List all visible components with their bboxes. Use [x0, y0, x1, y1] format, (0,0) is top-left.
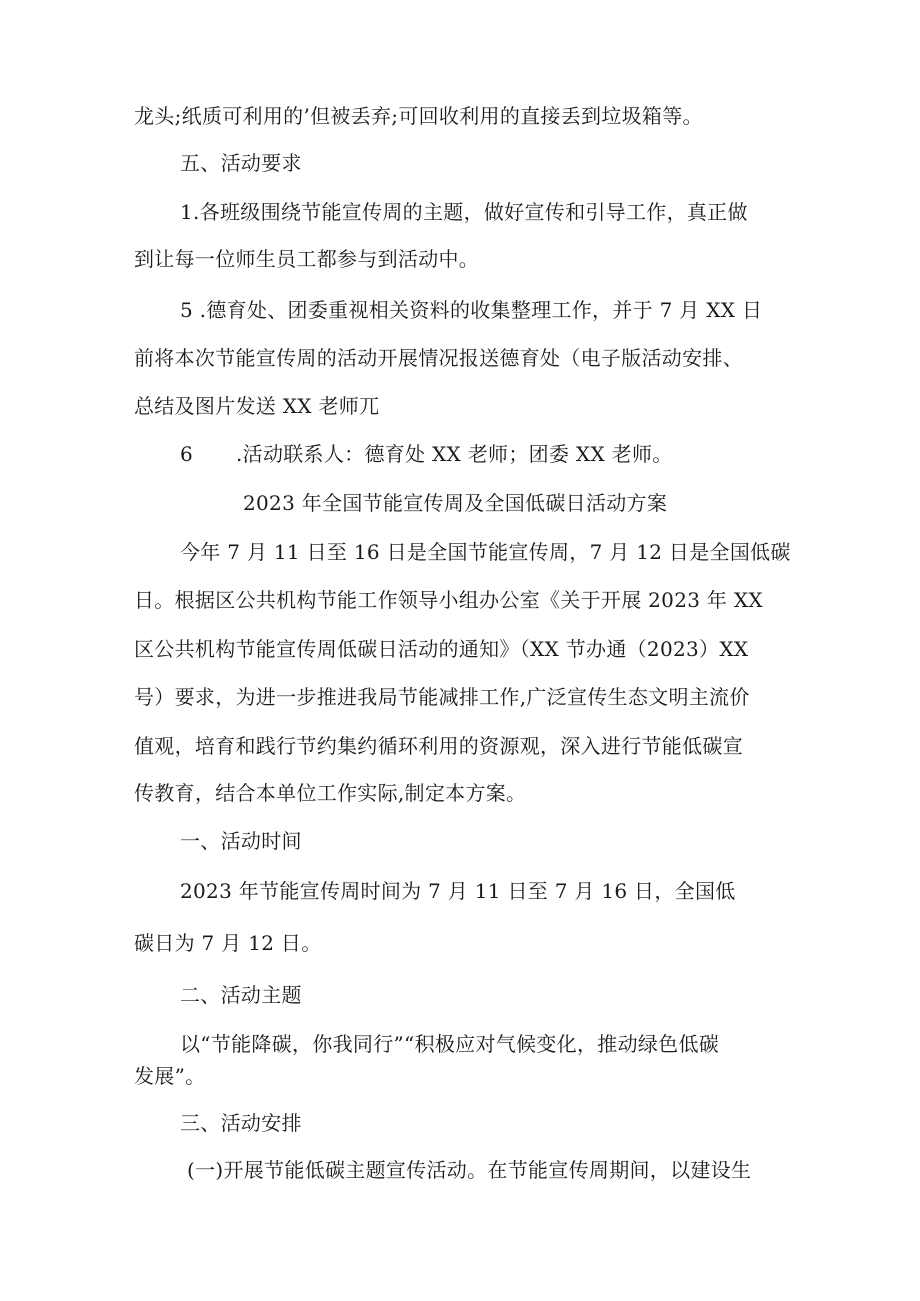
text-line: 5 .德育处、团委重视相关资料的收集整理工作，并于 7 月 XX 日: [180, 298, 763, 322]
text-line: 前将本次节能宣传周的活动开展情况报送德育处（电子版活动安排、: [134, 346, 743, 370]
text-line: (一)开展节能低碳主题宣传活动。在节能宣传周期间，以建设生: [187, 1158, 752, 1182]
text-line: 碳日为 7 月 12 日。: [134, 931, 322, 955]
text-line: 值观，培育和践行节约集约循环利用的资源观，深入进行节能低碳宣: [134, 734, 743, 758]
list-item: [180, 440, 920, 468]
section-heading: 二、活动主题: [180, 983, 302, 1007]
section-heading: 五、活动要求: [180, 151, 302, 175]
text-line: 发展”。: [134, 1064, 206, 1088]
text-line: 日。根据区公共机构节能工作领导小组办公室《关于开展 2023 年 XX: [134, 588, 763, 612]
document-title: 2023 年全国节能宣传周及全国低碳日活动方案: [243, 491, 668, 515]
text-line: 总结及图片发送 XX 老师兀: [134, 394, 380, 418]
text-line: 今年 7 月 11 日至 16 日是全国节能宣传周，7 月 12 日是全国低碳: [180, 540, 791, 564]
list-number: 6: [180, 442, 194, 466]
text-line: 2023 年节能宣传周时间为 7 月 11 日至 7 月 16 日，全国低: [180, 879, 736, 903]
text-line: 到让每一位师生员工都参与到活动中。: [134, 247, 480, 271]
text-line: 以“节能降碳，你我同行”“积极应对气候变化，推动绿色低碳: [180, 1032, 720, 1056]
text-line: 号）要求，为进一步推进我局节能减排工作,广泛宣传生态文明主流价: [134, 685, 750, 709]
section-heading: 一、活动时间: [180, 829, 302, 853]
text-line: 区公共机构节能宣传周低碳日活动的通知》（XX 节办通（2023）XX: [134, 637, 749, 661]
text-line: 1.各班级围绕节能宣传周的主题，做好宣传和引导工作，真正做: [180, 200, 748, 224]
text-line: 传教育，结合本单位工作实际,制定本方案。: [134, 781, 527, 805]
section-heading: 三、活动安排: [180, 1111, 302, 1135]
list-item-text: .活动联系人：德育处 XX 老师；团委 XX 老师。: [236, 442, 673, 466]
text-line: 龙头;纸质可利用的’但被丢弃;可回收利用的直接丢到垃圾箱等。: [134, 104, 703, 128]
